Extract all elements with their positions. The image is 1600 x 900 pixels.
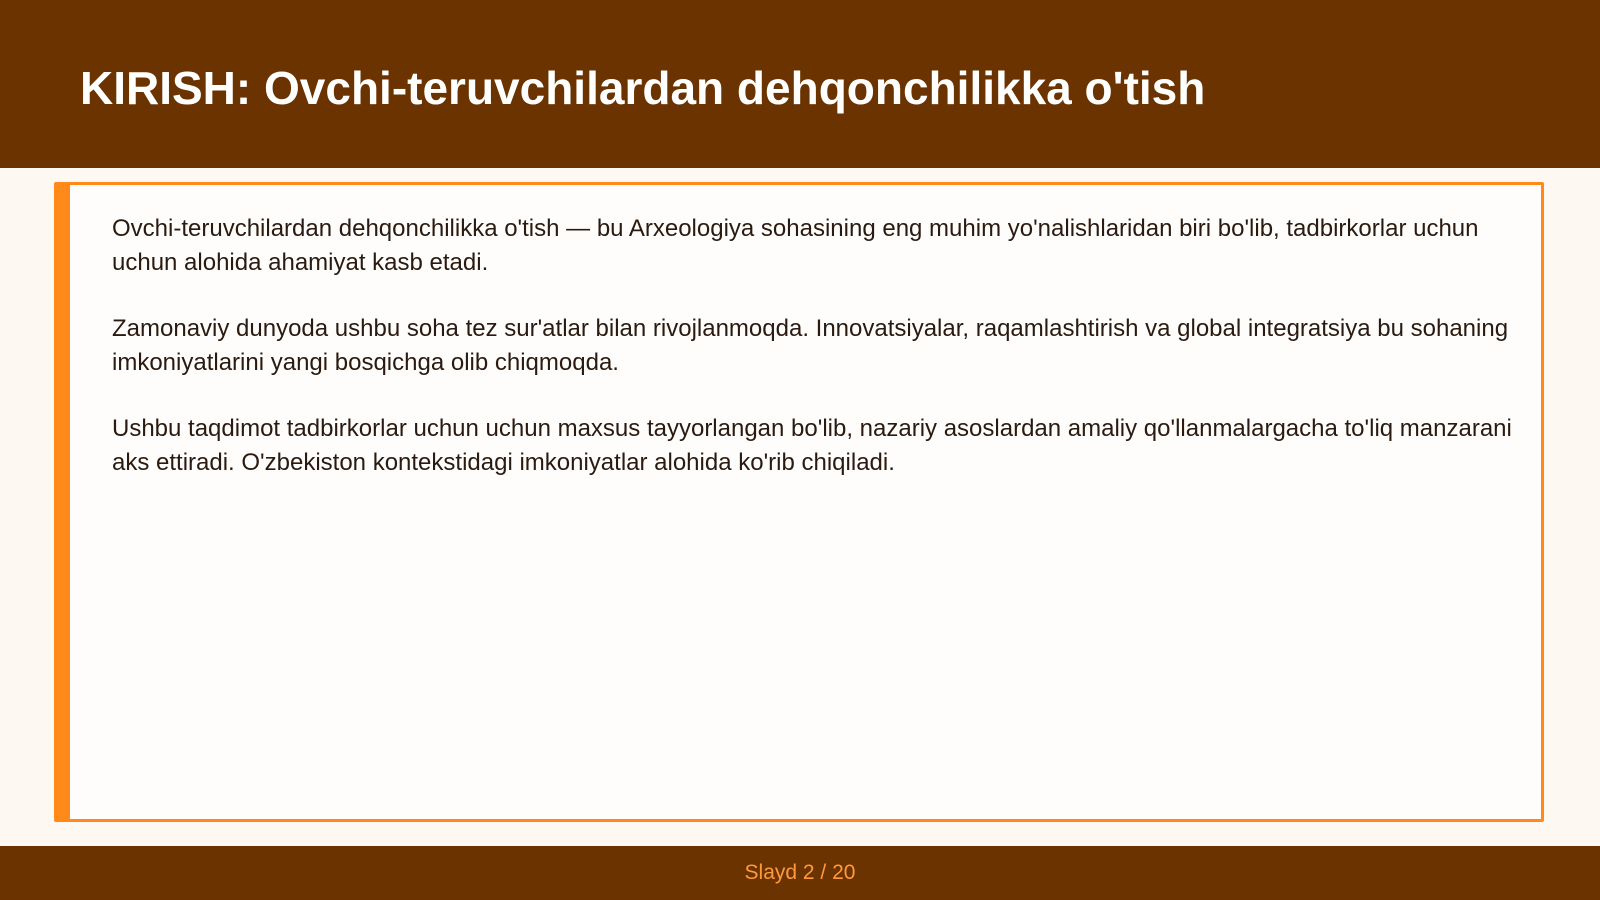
slide-footer	[0, 846, 1600, 900]
slide-body	[112, 212, 1512, 512]
slide-title: KIRISH: Ovchi-teruvchilardan dehqonchilikka o'tish	[80, 62, 1206, 114]
body-paragraph: Zamonaviy dunyoda ushbu soha tez sur'atlar bilan rivojlanmoqda. Innovatsiyalar, raqamlashtirish va global integratsiya bu sohaning imkoniyatlarini yangi bosqichga olib chiqmoqda.	[112, 315, 1509, 376]
body-paragraph: Ushbu taqdimot tadbirkorlar uchun uchun maxsus tayyorlangan bo'lib, nazariy asoslardan amaliy qo'llanmalargacha to'liq manzarani aks ettiradi. O'zbekiston kontekstidagi imkoniyatlar alohida ko'rib chiqiladi.	[112, 415, 1512, 476]
body-paragraph: Ovchi-teruvchilardan dehqonchilikka o'tish — bu Arxeologiya sohasining eng muhim yo'nalishlaridan biri bo'lib, tadbirkorlar uchun uchun alohida ahamiyat kasb etadi.	[112, 215, 1479, 276]
slide-header	[0, 0, 1600, 168]
slide-counter: Slayd 2 / 20	[744, 861, 856, 884]
